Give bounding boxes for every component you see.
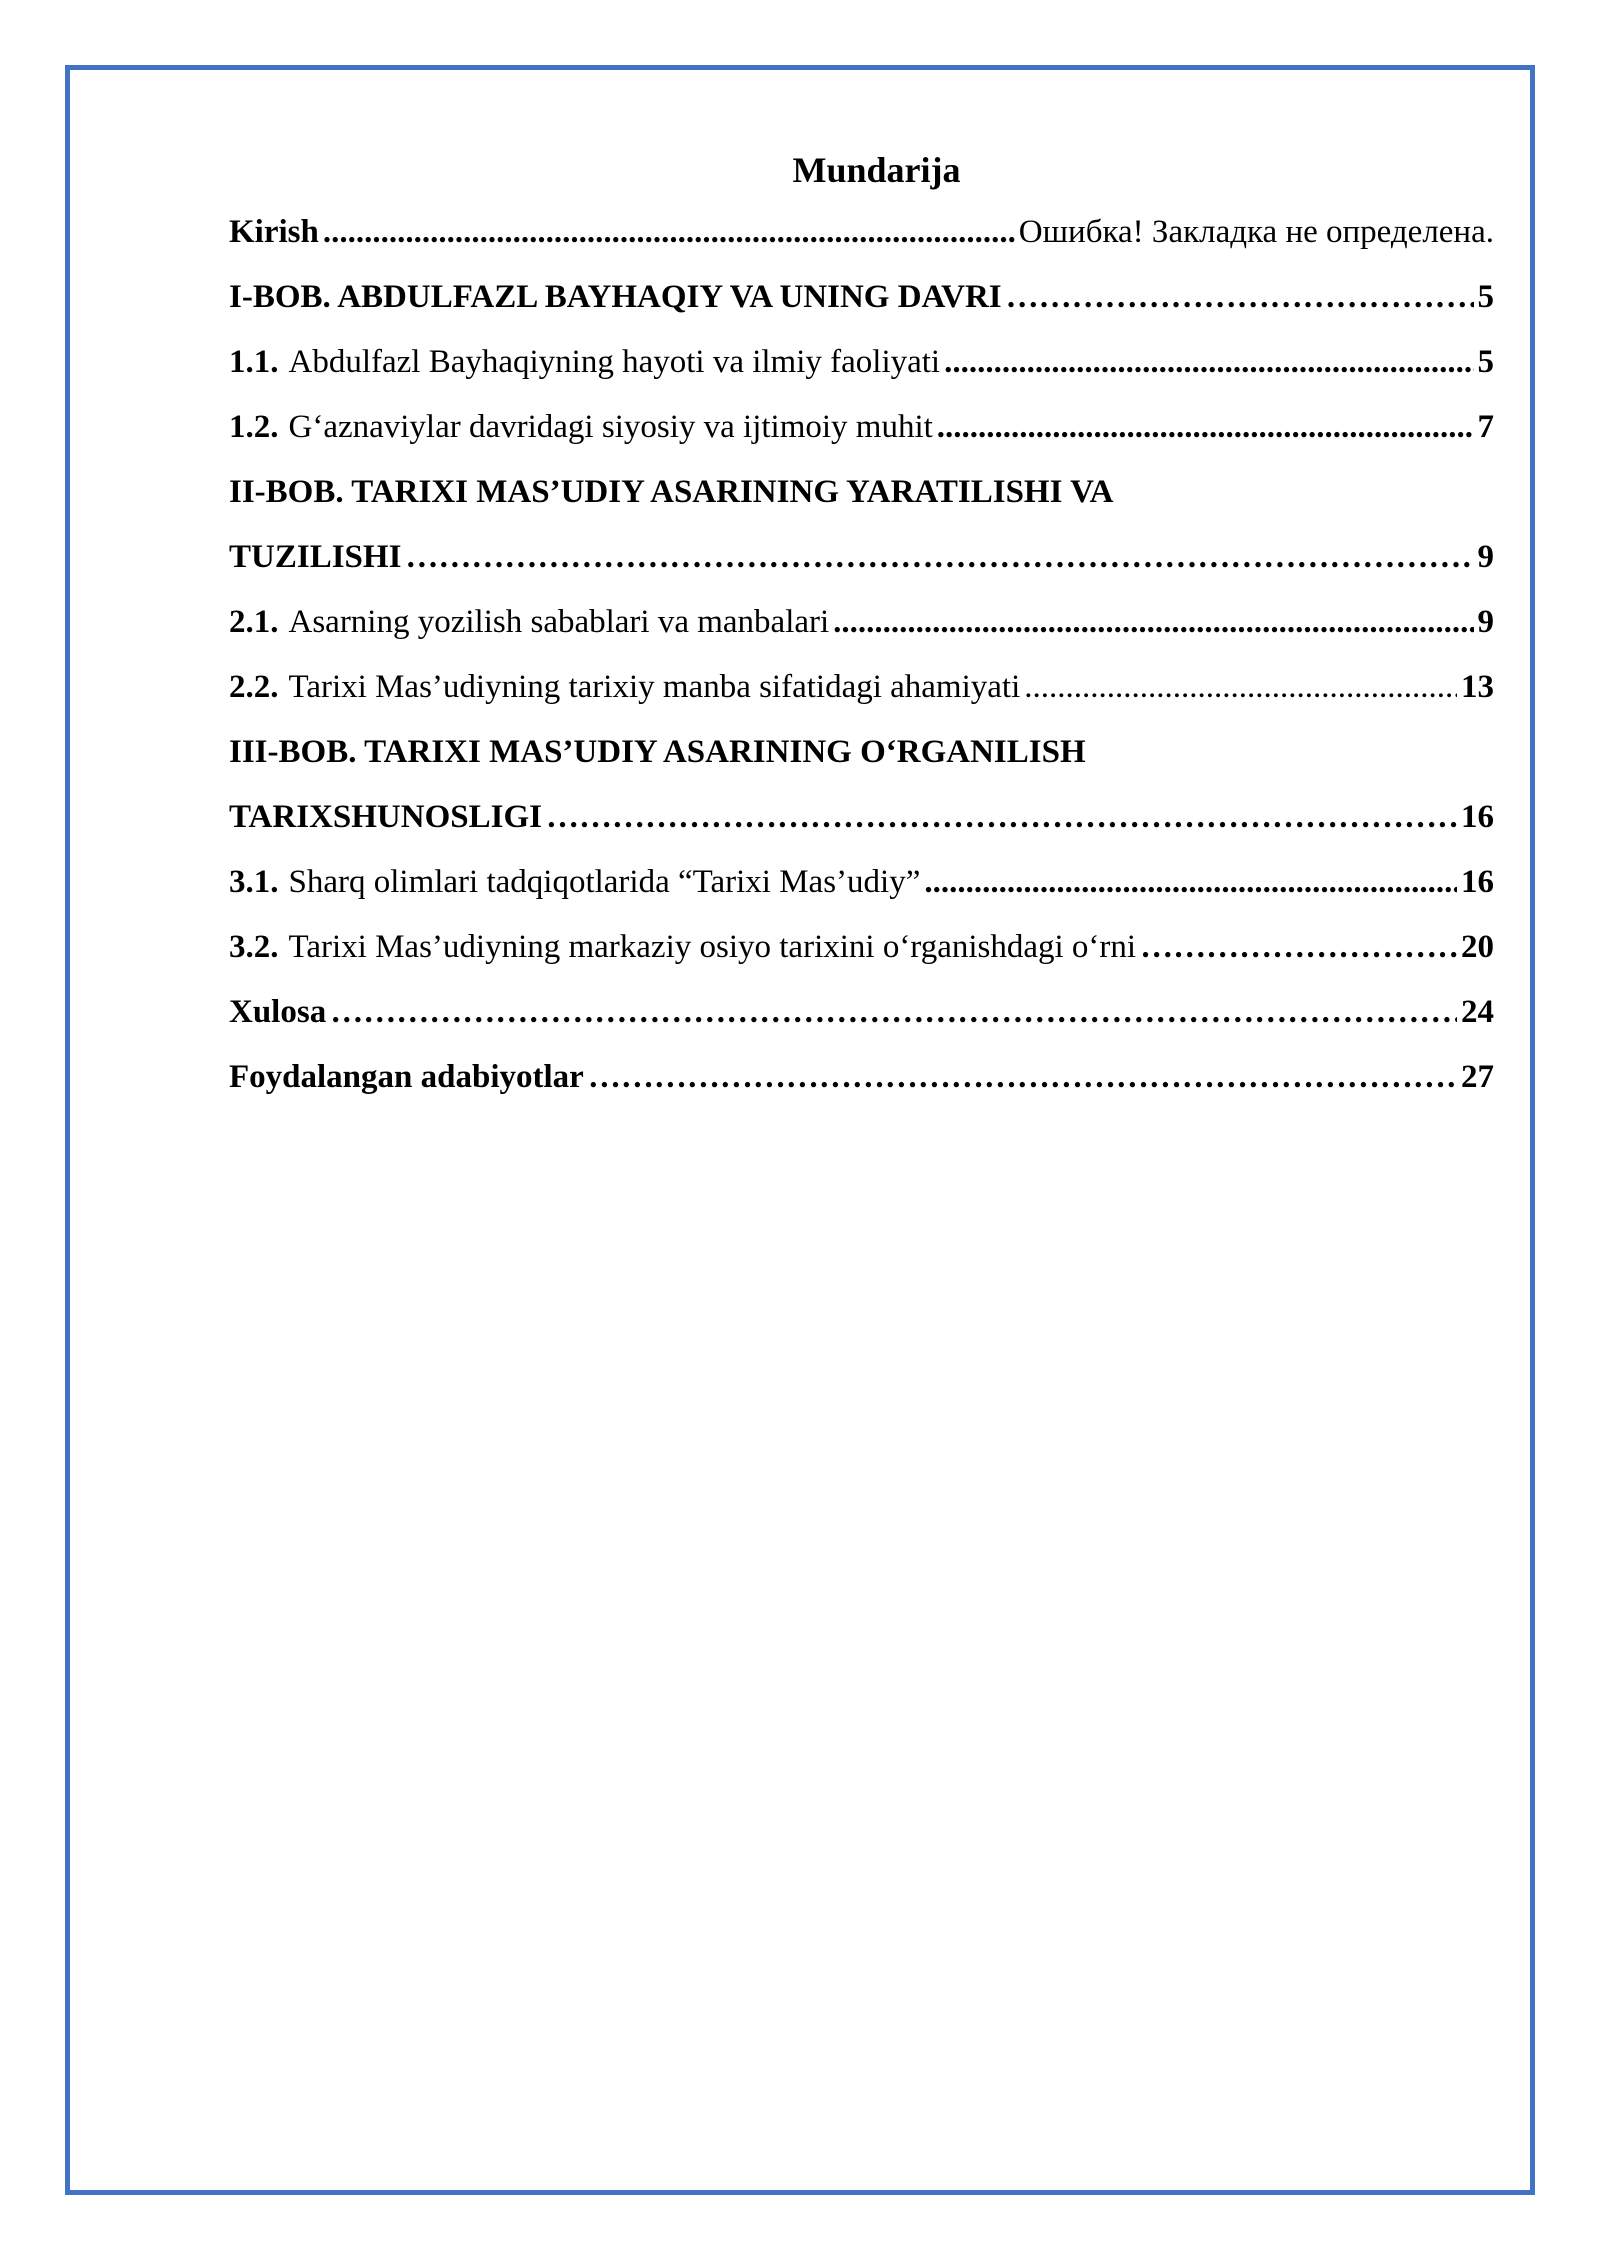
toc-entry-chapter-2-line-2[interactable] bbox=[229, 525, 1494, 590]
toc-section-number: 3.1. bbox=[229, 864, 279, 900]
toc-entry-chapter-1[interactable] bbox=[229, 265, 1494, 330]
toc-section-number: 2.1. bbox=[229, 604, 279, 640]
toc-entry-label: TARIXSHUNOSLIGI bbox=[229, 799, 542, 835]
toc-entry-label: Asarning yozilish sabablari va manbalari bbox=[288, 604, 830, 640]
toc-entry-label: Abdulfazl Bayhaqiyning hayoti va ilmiy faoliyati bbox=[288, 344, 941, 380]
toc-leader bbox=[944, 330, 1473, 395]
toc-entry-label: G‘aznaviylar davridagi siyosiy va ijtimoiy muhit bbox=[288, 409, 933, 445]
toc-section-number: 1.1. bbox=[229, 344, 279, 380]
toc-entry-label: Kirish bbox=[229, 214, 319, 250]
toc-leader bbox=[323, 200, 1015, 265]
toc-entry-kirish[interactable] bbox=[229, 200, 1494, 265]
toc-leader bbox=[924, 850, 1457, 915]
toc-page-number: 20 bbox=[1461, 929, 1494, 965]
toc-bookmark-error: Ошибка! Закладка не определена. bbox=[1018, 214, 1494, 250]
toc-leader bbox=[833, 590, 1473, 655]
toc-page-number: 24 bbox=[1461, 994, 1494, 1030]
toc-entry-section-3-1[interactable] bbox=[229, 850, 1494, 915]
toc-page-number: 5 bbox=[1477, 344, 1494, 380]
toc-page-number: 7 bbox=[1477, 409, 1494, 445]
toc-section-number: 3.2. bbox=[229, 929, 279, 965]
toc-page-number: 9 bbox=[1477, 539, 1494, 575]
toc-entry-chapter-2-line-1[interactable] bbox=[229, 460, 1494, 525]
toc-leader bbox=[588, 1045, 1457, 1110]
toc-title: Mundarija bbox=[792, 150, 961, 190]
toc-page-number: 16 bbox=[1461, 799, 1494, 835]
toc-page-number: 16 bbox=[1461, 864, 1494, 900]
toc-leader bbox=[1006, 265, 1474, 330]
toc-entry-label: Sharq olimlari tadqiqotlarida “Tarixi Mas’udiy” bbox=[288, 864, 921, 900]
toc-entry-chapter-3-line-1[interactable] bbox=[229, 720, 1494, 785]
toc-entry-bibliography[interactable] bbox=[229, 1045, 1494, 1110]
toc-leader bbox=[937, 395, 1474, 460]
toc-leader bbox=[330, 980, 1457, 1045]
toc-page-number: 5 bbox=[1477, 279, 1494, 315]
toc-entry-section-2-1[interactable] bbox=[229, 590, 1494, 655]
toc-entry-label: TUZILISHI bbox=[229, 539, 402, 575]
toc-page-number: 13 bbox=[1461, 669, 1494, 705]
toc-entry-label: I-BOB. ABDULFAZL BAYHAQIY VA UNING DAVRI bbox=[229, 279, 1002, 315]
toc-entry-section-2-2[interactable] bbox=[229, 655, 1494, 720]
table-of-contents bbox=[229, 140, 1494, 1110]
toc-entry-label: II-BOB. TARIXI MAS’UDIY ASARINING YARATILISHI VA bbox=[229, 474, 1114, 510]
toc-entry-label: Tarixi Mas’udiyning markaziy osiyo tarixini o‘rganishdagi o‘rni bbox=[288, 929, 1137, 965]
toc-section-number: 2.2. bbox=[229, 669, 279, 705]
toc-entry-section-1-1[interactable] bbox=[229, 330, 1494, 395]
toc-entry-conclusion[interactable] bbox=[229, 980, 1494, 1045]
toc-page-number: 27 bbox=[1461, 1059, 1494, 1095]
toc-entry-section-3-2[interactable] bbox=[229, 915, 1494, 980]
toc-section-number: 1.2. bbox=[229, 409, 279, 445]
toc-entry-chapter-3-line-2[interactable] bbox=[229, 785, 1494, 850]
toc-entry-label: Foydalangan adabiyotlar bbox=[229, 1059, 584, 1095]
toc-leader bbox=[405, 525, 1473, 590]
toc-leader bbox=[1140, 915, 1457, 980]
toc-entry-label: III-BOB. TARIXI MAS’UDIY ASARINING O‘RGANILISH bbox=[229, 734, 1086, 770]
toc-entry-section-1-2[interactable] bbox=[229, 395, 1494, 460]
toc-entry-label: Xulosa bbox=[229, 994, 327, 1030]
toc-page-number: 9 bbox=[1477, 604, 1494, 640]
toc-leader bbox=[546, 785, 1457, 850]
toc-leader bbox=[1024, 655, 1457, 720]
toc-entry-label: Tarixi Mas’udiyning tarixiy manba sifatidagi ahamiyati bbox=[288, 669, 1021, 705]
